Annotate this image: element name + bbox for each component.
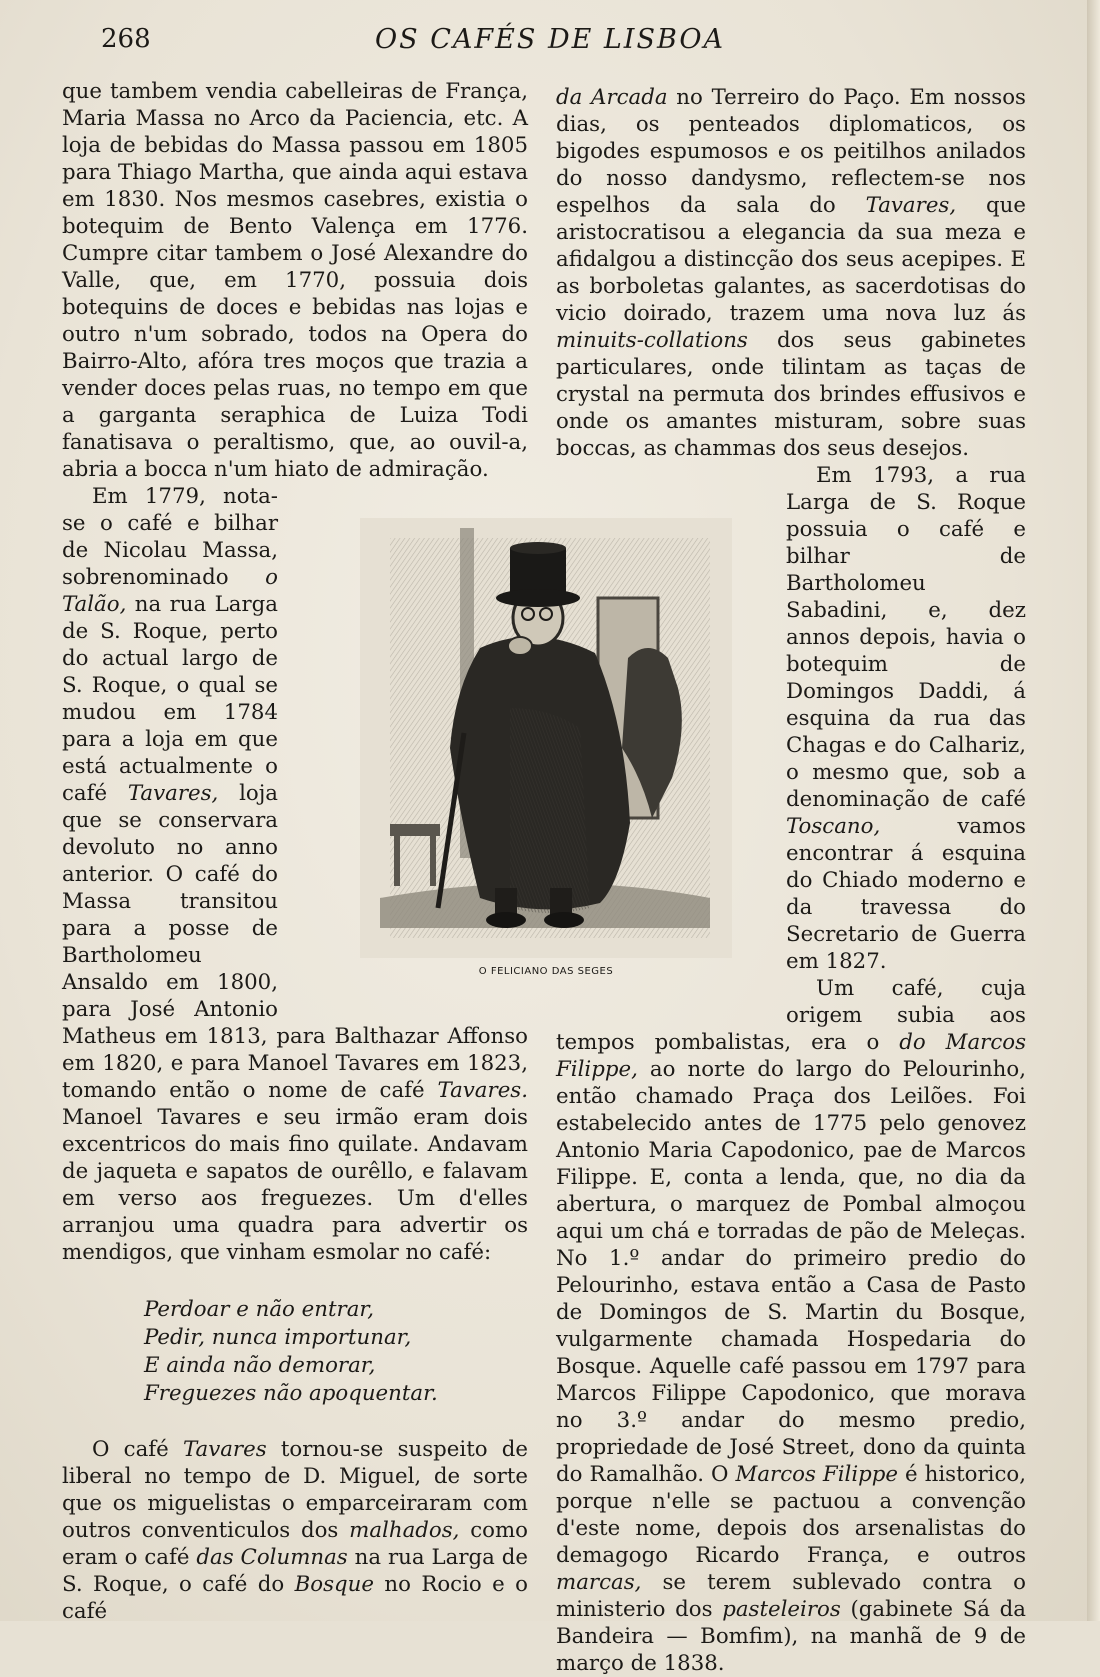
page-number: 268 [101, 24, 151, 54]
right-paragraph-3: Um café, cuja origem subia aos tempos pombalistas, era o do Marcos Filippe, ao norte do largo do Pelourinho, então chamado Praça dos Leilões. Foi estabelecido antes de 1775 pelo genovez Antonio Maria Capodonico, pae de Marcos Filippe. E, conta a lenda, que, no dia da abertura, o marquez de Pombal almoçou aqui um chá e torradas de pão de Meleças. No 1.º andar do primeiro predio do Pelourinho, estava então a Casa de Pasto de Domingos de S. Martin du Bosque, vulgarmente chamada Hospedaria do Bosque. Aquelle café passou em 1797 para Marcos Filippe Capodonico, que morava no 3.º andar do mesmo predio, propriedade de José Street, dono da quinta do Ramalhão. O Marcos Filippe é historico, porque n'elle se pactuou a convenção d'este nome, depois dos arsenalistas do demagogo Ricardo França, e outros marcas, se terem sublevado contra o ministerio dos pasteleiros (gabinete Sá da Bandeira — Bomfim), na manhã de 9 de março de 1838. [556, 976, 1026, 1676]
left-paragraph-2: Em 1779, nota-se o café e bilhar de Nicolau Massa, sobrenominado o Talão, na rua Larga de S. Roque, perto do actual largo de S. Roque, o qual se mudou em 1784 para a loja em que está actualmente o café Tavares, loja que se conservara devoluto no anno anterior. O café do Massa transitou para a posse de Bartholomeu Ansaldo em 1800, para José Antonio Matheus em 1813, para Balthazar Affonso em 1820, e para Manoel Tavares em 1823, tomando então o nome de café Tavares. Manoel Tavares e seu irmão eram dois excentricos do mais fino quilate. Andavam de jaqueta e sapatos de ourêllo, e falavam em verso aos freguezes. Um d'elles arranjou uma quadra para advertir os mendigos, que vinham esmolar no café: [62, 484, 528, 1265]
verse-line: E ainda não demorar, [144, 1353, 376, 1378]
left-paragraph-1: que tambem vendia cabelleiras de França, Maria Massa no Arco da Paciencia, etc. A loja de bebidas do Massa passou em 1805 para Thiago Martha, que ainda aqui estava em 1830. Nos mesmos casebres, existia o botequim de Bento Valença em 1776. Cumpre citar tambem o José Alexandre do Valle, que, em 1770, possuia dois botequins de doces e bebidas nas lojas e outro n'um sobrado, todos na Opera do Bairro-Alto, afóra tres moços que trazia a vender doces pelas ruas, no tempo em que a garganta seraphica de Luiza Todi fanatisava o peraltismo, que, ao ouvil-a, abria a bocca n'um hiato de admiração. [62, 79, 529, 482]
page-edge [1087, 0, 1100, 1621]
left-paragraph-3: O café Tavares tornou-se suspeito de liberal no tempo de D. Miguel, de sorte que os miguelistas o emparceiraram com outros conventiculos dos malhados, como eram o café das Columnas na rua Larga de S. Roque, o café do Bosque no Rocio e o café [62, 1437, 529, 1624]
verse-line: Freguezes não apoquentar. [144, 1381, 438, 1406]
man-in-top-hat-icon [360, 518, 732, 958]
verse-quatrain [62, 1296, 528, 1408]
verse-line: Perdoar e não entrar, [144, 1297, 375, 1322]
right-paragraph-2: Em 1793, a rua Larga de S. Roque possuia o café e bilhar de Bartholomeu Sabadini, e, dez annos depois, havia o botequim de Domingos Daddi, á esquina da rua das Chagas e do Calhariz, o mesmo que, sob a denominação de café Toscano, vamos encontrar á esquina do Chiado moderno e da travessa do Secretario de Guerra em 1827. [556, 462, 1026, 975]
running-title: OS CAFÉS DE LISBOA [375, 24, 725, 55]
figure-caption: O FELICIANO DAS SEGES [478, 966, 614, 977]
engraving-illustration [360, 518, 732, 988]
verse-line: Pedir, nunca importunar, [144, 1325, 412, 1350]
right-paragraph-1: da Arcada no Terreiro do Paço. Em nossos dias, os penteados diplomaticos, os bigodes espumosos e os peitilhos anilados do nosso dandysmo, reflectem-se nos espelhos da sala do Tavares, que aristocratisou a elegancia da sua meza e afidalgou a distincção dos seus acepipes. E as borboletas galantes, as sacerdotisas do vicio doirado, trazem uma nova luz ás minuits-collations dos seus gabinetes particulares, onde tilintam as taças de crystal na permuta dos brindes effusivos e onde os amantes misturam, sobre suas boccas, as chammas dos seus desejos. [556, 85, 1026, 461]
